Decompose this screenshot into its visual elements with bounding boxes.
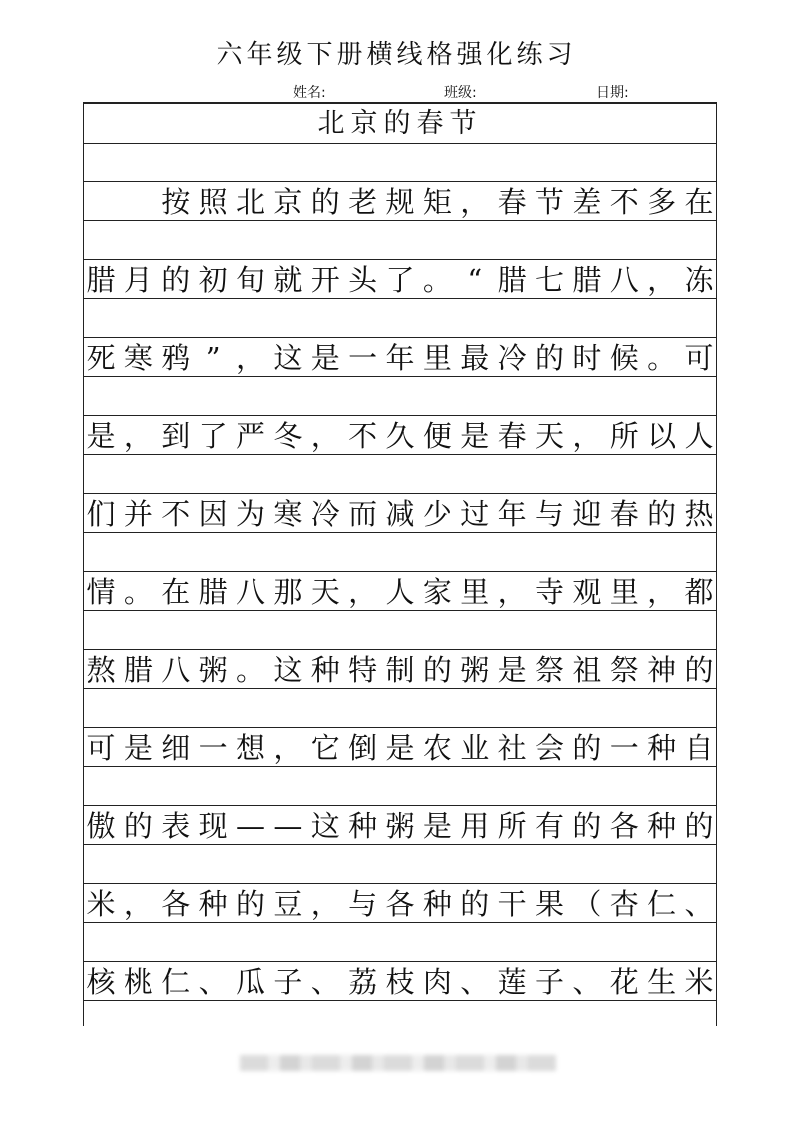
ruled-line (84, 961, 716, 962)
ruled-writing-sheet (83, 102, 717, 1026)
ruled-line (84, 143, 716, 144)
essay-line-text: 按 照 北 京 的 老 规 矩 ， 春 节 差 不 多 在 (161, 185, 714, 219)
ruled-line (84, 415, 716, 416)
ruled-line (84, 688, 716, 689)
ruled-line (84, 454, 716, 455)
essay-line-text: 核 桃 仁 、 瓜 子 、 荔 枝 肉 、 莲 子 、 花 生 米 (86, 965, 714, 999)
essay-line (84, 963, 716, 1001)
ruled-line (84, 1000, 716, 1001)
ruled-line (84, 727, 716, 728)
ruled-line (84, 376, 716, 377)
essay-line (84, 495, 716, 533)
essay-line (84, 807, 716, 845)
name-label: 姓名: (293, 85, 326, 101)
ruled-line (84, 337, 716, 338)
essay-line-text: 死 寒 鸦 ” ， 这 是 一 年 里 最 冷 的 时 候 。 可 (86, 341, 714, 375)
class-label: 班级: (444, 85, 477, 101)
essay-title-row (84, 105, 716, 143)
date-label: 日期: (596, 85, 629, 101)
essay-line (84, 183, 716, 221)
essay-line (84, 339, 716, 377)
ruled-line (84, 766, 716, 767)
essay-line (84, 729, 716, 767)
ruled-line (84, 844, 716, 845)
ruled-line (84, 610, 716, 611)
ruled-line (84, 493, 716, 494)
essay-line-text: 熬 腊 八 粥 。 这 种 特 制 的 粥 是 祭 祖 祭 神 的 (86, 653, 714, 687)
essay-line-text: 腊 月 的 初 旬 就 开 头 了 。 “ 腊 七 腊 八 ， 冻 (86, 263, 714, 297)
sheet-top-rule (84, 102, 716, 104)
ruled-line (84, 220, 716, 221)
essay-line-text: 傲 的 表 现 — — 这 种 粥 是 用 所 有 的 各 种 的 (86, 809, 714, 843)
ruled-line (84, 883, 716, 884)
page-title: 六年级下册横线格强化练习 (216, 40, 577, 70)
essay-title: 北京的春节 (317, 108, 483, 139)
ruled-line (84, 649, 716, 650)
ruled-line (84, 571, 716, 572)
ruled-line (84, 805, 716, 806)
essay-line-text: 们 并 不 因 为 寒 冷 而 减 少 过 年 与 迎 春 的 热 (86, 497, 714, 531)
essay-line (84, 885, 716, 923)
essay-line-text: 是 ， 到 了 严 冬 ， 不 久 便 是 春 天 ， 所 以 人 (86, 419, 714, 453)
essay-line-text: 情 。 在 腊 八 那 天 ， 人 家 里 ， 寺 观 里 ， 都 (86, 575, 714, 609)
essay-line (84, 261, 716, 299)
essay-line-text: 可 是 细 一 想 ， 它 倒 是 农 业 社 会 的 一 种 自 (86, 731, 714, 765)
essay-line (84, 651, 716, 689)
ruled-line (84, 259, 716, 260)
ruled-line (84, 298, 716, 299)
ruled-line (84, 922, 716, 923)
blurred-watermark (240, 1055, 556, 1071)
ruled-line (84, 532, 716, 533)
essay-line (84, 573, 716, 611)
ruled-line (84, 181, 716, 182)
essay-line-text: 米 ， 各 种 的 豆 ， 与 各 种 的 干 果 （ 杏 仁 、 (86, 887, 714, 921)
essay-line (84, 417, 716, 455)
